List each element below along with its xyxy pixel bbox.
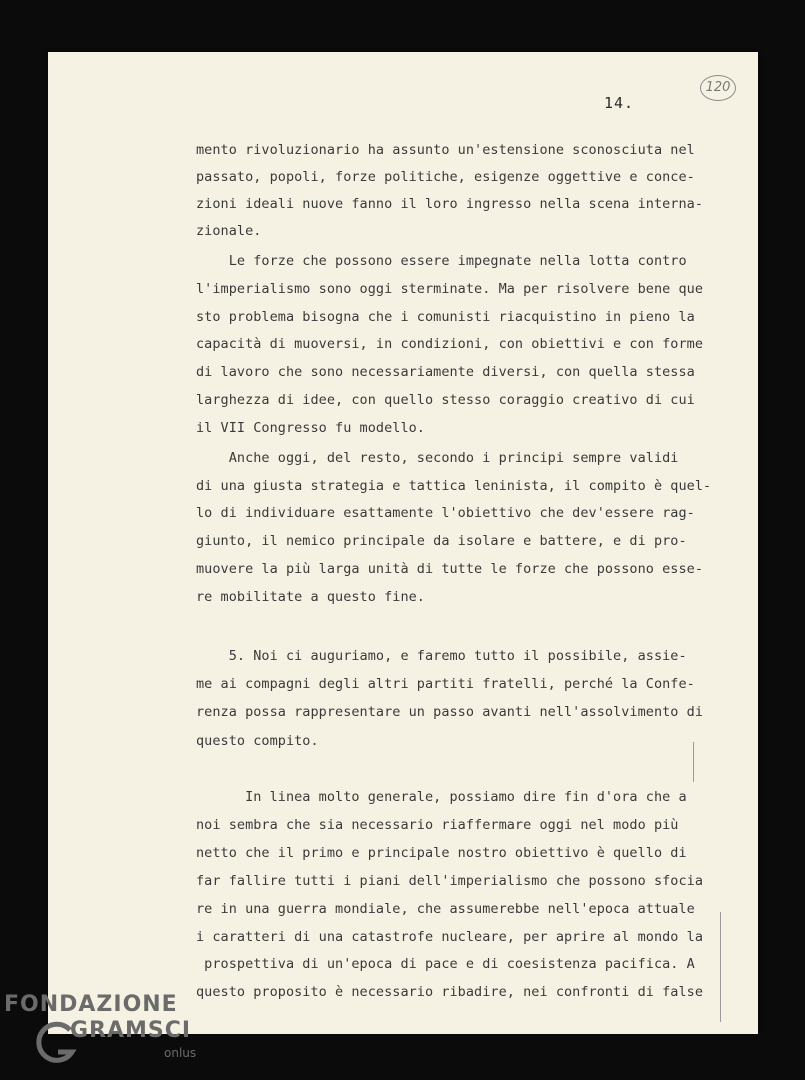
text-line: noi sembra che sia necessario riaffermare oggi nel modo più [196,817,679,833]
text-line: larghezza di idee, con quello stesso coraggio creativo di cui [196,392,695,408]
text-line: mento rivoluzionario ha assunto un'estensione sconosciuta nel [196,142,695,158]
text-line: zionale. [196,223,262,239]
text-line: di una giusta strategia e tattica leninista, il compito è quel- [196,478,712,494]
document-page [48,52,758,1034]
foundation-logo-icon [34,1020,78,1066]
text-line: re in una guerra mondiale, che assumerebbe nell'epoca attuale [196,901,695,917]
text-line: 5. Noi ci auguriamo, e faremo tutto il possibile, assie- [196,648,687,664]
watermark-suffix: onlus [164,1046,197,1060]
text-line: zioni ideali nuove fanno il loro ingresso nella scena interna- [196,196,704,212]
text-line: sto problema bisogna che i comunisti riacquistino in pieno la [196,309,695,325]
text-line: il VII Congresso fu modello. [196,420,425,436]
text-line: Anche oggi, del resto, secondo i principi sempre validi [196,450,679,466]
text-line: renza possa rappresentare un passo avanti nell'assolvimento di [196,704,704,720]
text-line: di lavoro che sono necessariamente diversi, con quella stessa [196,364,695,380]
text-line: re mobilitate a questo fine. [196,589,425,605]
text-line: muovere la più larga unità di tutte le forze che possono esse- [196,561,704,577]
page-number: 14. [604,94,635,112]
text-line: prospettiva di un'epoca di pace e di coesistenza pacifica. A [196,956,695,972]
archive-number-stamp: 120 [700,75,736,101]
watermark-line2: GRAMSCI [70,1018,192,1043]
text-line: netto che il primo e principale nostro obiettivo è quello di [196,845,687,861]
margin-pencil-mark [720,912,721,1022]
text-line: capacità di muoversi, in condizioni, con obiettivi e con forme [196,336,704,352]
text-line: me ai compagni degli altri partiti fratelli, perché la Confe- [196,676,695,692]
text-line: far fallire tutti i piani dell'imperialismo che possono sfocia [196,873,704,889]
text-line: passato, popoli, forze politiche, esigenze oggettive e conce- [196,169,695,185]
archive-watermark [4,992,204,1072]
margin-pencil-mark [693,742,694,782]
watermark-line1: FONDAZIONE [4,992,178,1017]
text-line: Le forze che possono essere impegnate nella lotta contro [196,253,687,269]
text-line: i caratteri di una catastrofe nucleare, per aprire al mondo la [196,929,704,945]
text-line: questo proposito è necessario ribadire, nei confronti di false [196,984,704,1000]
text-line: lo di individuare esattamente l'obiettivo che dev'essere rag- [196,505,695,521]
text-line: In linea molto generale, possiamo dire fin d'ora che a [196,789,687,805]
text-line: l'imperialismo sono oggi sterminate. Ma per risolvere bene que [196,281,704,297]
text-line: giunto, il nemico principale da isolare e battere, e di pro- [196,533,687,549]
text-line: questo compito. [196,733,319,749]
